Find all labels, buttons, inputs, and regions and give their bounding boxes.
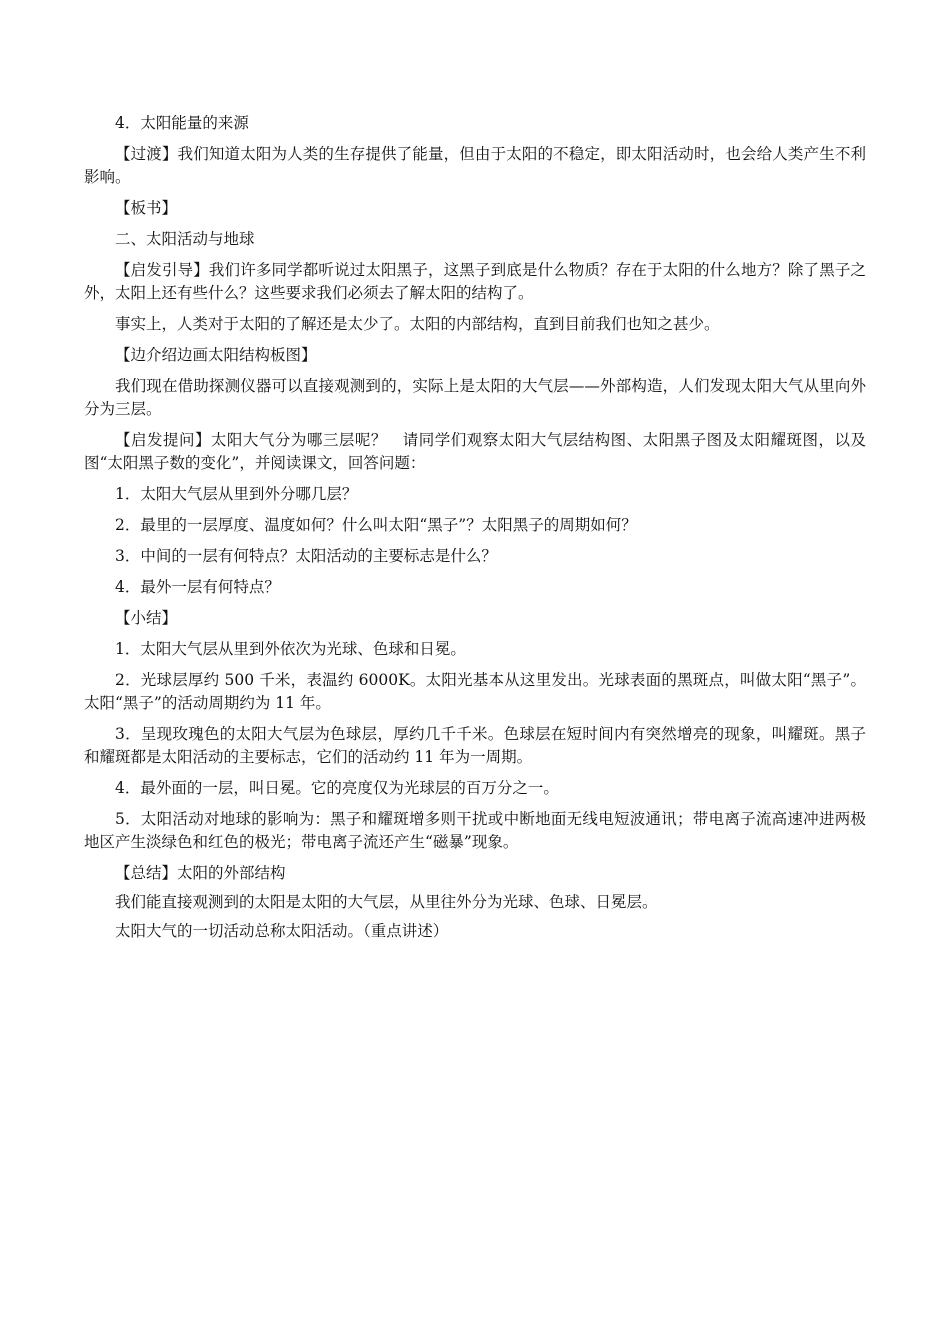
question-item: 2．最里的一层厚度、温度如何？什么叫太阳“黑子”？太阳黑子的周期如何？ [115,516,637,534]
paragraph-guidance: 【启发引导】我们许多同学都听说过太阳黑子，这黑子到底是什么物质？存在于太阳的什么地方？除了黑子之外，太阳上还有些什么？这些要求我们必须去了解太阳的结构了。 [84,261,866,302]
summary-item: 5．太阳活动对地球的影响为：黑子和耀斑增多则干扰或中断地面无线电短波通讯；带电离子流高速冲进两极地区产生淡绿色和红色的极光；带电离子流还产生“磁暴”现象。 [84,810,866,851]
paragraph-fact: 事实上，人类对于太阳的了解还是太少了。太阳的内部结构，直到目前我们也知之甚少。 [115,315,720,333]
summary-item: 4．最外面的一层，叫日冕。它的亮度仅为光球层的百万分之一。 [115,779,559,797]
paragraph-conclusion-heading: 【总结】太阳的外部结构 [115,864,286,882]
document-body [84,112,866,943]
summary-item: 2．光球层厚约 500 千米，表温约 6000K。太阳光基本从这里发出。光球表面的黑斑点，叫做太阳“黑子”。太阳“黑子”的活动周期约为 11 年。 [84,671,866,712]
paragraph-transition: 【过渡】我们知道太阳为人类的生存提供了能量，但由于太阳的不稳定，即太阳活动时，也会给人类产生不利影响。 [84,145,866,186]
question-item: 4．最外一层有何特点？ [115,578,280,596]
paragraph-solar-activity: 太阳大气的一切活动总称太阳活动。（重点讲述） [115,922,449,940]
question-item: 3．中间的一层有何特点？太阳活动的主要标志是什么？ [115,547,497,565]
paragraph-conclusion: 我们能直接观测到的太阳是太阳的大气层，从里往外分为光球、色球、日冕层。 [115,893,658,911]
question-item: 1．太阳大气层从里到外分哪几层？ [115,485,358,503]
paragraph-question-prompt: 【启发提问】太阳大气分为哪三层呢？ 请同学们观察太阳大气层结构图、太阳黑子图及太阳耀斑图，以及图“太阳黑子数的变化”，并阅读课文，回答问题： [84,431,866,472]
paragraph-observation: 我们现在借助探测仪器可以直接观测到的，实际上是太阳的大气层——外部构造，人们发现太阳大气从里向外分为三层。 [84,377,866,418]
paragraph-summary-label: 【小结】 [115,609,178,627]
paragraph-section-4-heading: 4．太阳能量的来源 [115,114,249,132]
paragraph-section-2-heading: 二、太阳活动与地球 [115,230,255,248]
paragraph-drawing-label: 【边介绍边画太阳结构板图】 [115,346,317,364]
summary-item: 3．呈现玫瑰色的太阳大气层为色球层，厚约几千千米。色球层在短时间内有突然增亮的现象，叫耀斑。黑子和耀斑都是太阳活动的主要标志，它们的活动约 11 年为一周期。 [84,725,866,766]
paragraph-blackboard-label: 【板书】 [115,199,178,217]
summary-item: 1．太阳大气层从里到外依次为光球、色球和日冕。 [115,640,466,658]
